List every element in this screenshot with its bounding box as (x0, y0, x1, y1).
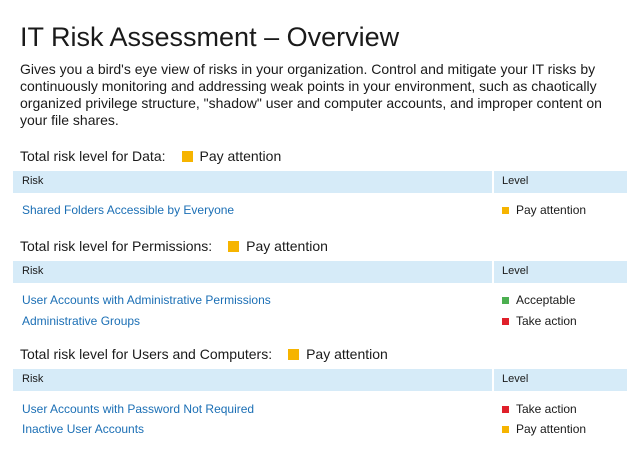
section-title-permissions (20, 237, 328, 255)
section-title-data (20, 147, 281, 165)
risk-level-label: Pay attention (516, 422, 587, 436)
section-label: Total risk level for Users and Computers: (20, 346, 273, 362)
risk-link-user-accounts-admin-permissions[interactable]: User Accounts with Administrative Permissions (22, 293, 271, 307)
risk-level-label: Acceptable (516, 293, 576, 307)
column-divider (492, 171, 494, 193)
section-title-users-computers (20, 345, 388, 363)
section-total-level: Pay attention (246, 238, 328, 254)
column-header-risk: Risk (22, 175, 44, 187)
risk-link-inactive-user-accounts[interactable]: Inactive User Accounts (22, 422, 145, 436)
risk-level (502, 422, 586, 436)
table-row (13, 292, 627, 310)
take-action-square-icon (502, 406, 509, 413)
risk-level-label: Pay attention (516, 203, 587, 217)
section-total-level: Pay attention (199, 148, 282, 164)
table-header (13, 369, 627, 391)
table-row (13, 421, 627, 439)
section-total-level: Pay attention (306, 346, 388, 362)
page-description: Gives you a bird's eye view of risks in your organization. Control and mitigate your IT risks by continuously monitoring and addressing weak points in your environment, such as chaotically organized privilege structure, "shadow" user and computer accounts, and improper content on your file shares. (20, 61, 602, 128)
section-label: Total risk level for Permissions: (20, 238, 213, 254)
table-row (13, 202, 627, 220)
column-header-risk: Risk (22, 373, 44, 385)
table-row (13, 313, 627, 331)
risk-level-label: Take action (516, 402, 577, 416)
risk-level (502, 203, 586, 217)
risk-level-label: Take action (516, 314, 577, 328)
page-title: IT Risk Assessment – Overview (20, 22, 400, 52)
column-header-risk: Risk (22, 265, 44, 277)
column-header-level: Level (502, 265, 529, 277)
pay-attention-square-icon (502, 207, 509, 214)
table-header (13, 171, 627, 193)
take-action-square-icon (502, 318, 509, 325)
column-divider (492, 261, 494, 283)
column-header-level: Level (502, 373, 529, 385)
pay-attention-square-icon (288, 349, 299, 360)
column-header-level: Level (502, 175, 529, 187)
risk-link-password-not-required[interactable]: User Accounts with Password Not Required (22, 402, 255, 416)
table-row (13, 401, 627, 419)
column-divider (492, 369, 494, 391)
acceptable-square-icon (502, 297, 509, 304)
risk-link-shared-folders[interactable]: Shared Folders Accessible by Everyone (22, 203, 235, 217)
pay-attention-square-icon (182, 151, 193, 162)
risk-level (502, 402, 577, 416)
pay-attention-square-icon (228, 241, 239, 252)
section-label: Total risk level for Data: (20, 148, 166, 164)
pay-attention-square-icon (502, 426, 509, 433)
risk-level (502, 293, 575, 307)
risk-link-administrative-groups[interactable]: Administrative Groups (22, 314, 141, 328)
table-header (13, 261, 627, 283)
risk-level (502, 314, 577, 328)
